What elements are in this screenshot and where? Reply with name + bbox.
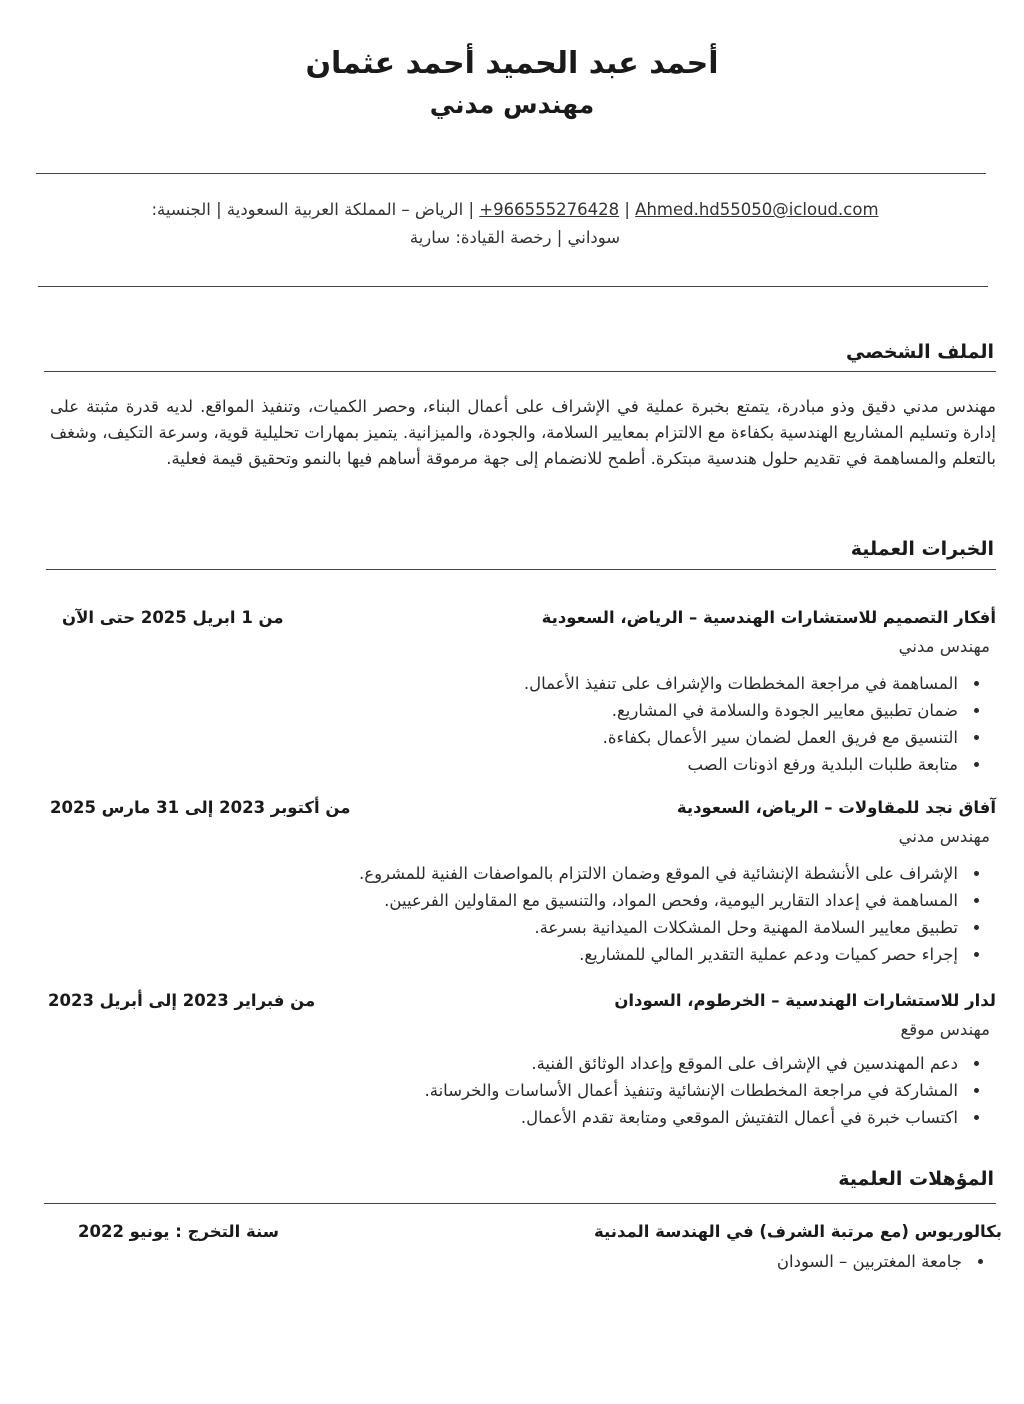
list-item: • اكتساب خبرة في أعمال التفتيش الموقعي ومتابعة تقدم الأعمال. — [425, 1104, 963, 1131]
email-link[interactable]: Ahmed.hd55050@icloud.com — [635, 200, 879, 219]
profile-heading: الملف الشخصي — [845, 341, 994, 363]
contact-separator: | — [216, 200, 222, 219]
driving-license: رخصة القيادة: سارية — [409, 228, 552, 247]
job-role: مهندس مدني — [898, 637, 990, 656]
job-date: من 1 ابريل 2025 حتى الآن — [62, 608, 284, 627]
job-responsibilities — [524, 670, 988, 778]
list-item: • المساهمة في إعداد التقارير اليومية، وفحص المواد، والتنسيق مع المقاولين الفرعيين. — [359, 887, 962, 914]
nationality-label: الجنسية: — [151, 200, 211, 219]
list-item: • ضمان تطبيق معايير الجودة والسلامة في المشاريع. — [524, 697, 962, 724]
list-item: • المشاركة في مراجعة المخططات الإنشائية وتنفيذ أعمال الأساسات والخرسانة. — [425, 1077, 963, 1104]
experience-divider — [46, 569, 996, 570]
list-item: • جامعة المغتربين – السودان — [777, 1248, 966, 1275]
contact-line-1 — [100, 196, 930, 224]
experience-heading: الخبرات العملية — [850, 538, 994, 560]
candidate-title: مهندس مدني — [429, 90, 595, 119]
job-responsibilities — [359, 860, 988, 968]
degree-title: بكالوريوس (مع مرتبة الشرف) في الهندسة المدنية — [594, 1222, 1002, 1241]
list-item: • الإشراف على الأنشطة الإنشائية في الموقع وضمان الالتزام بالمواصفات الفنية للمشروع. — [359, 860, 962, 887]
profile-divider — [44, 371, 996, 372]
contact-separator: | — [468, 200, 475, 219]
nationality-value: سوداني — [567, 228, 621, 247]
education-divider — [44, 1203, 996, 1204]
list-item: • المساهمة في مراجعة المخططات والإشراف على تنفيذ الأعمال. — [524, 670, 962, 697]
profile-text: مهندس مدني دقيق وذو مبادرة، يتمتع بخبرة عملية في الإشراف على أعمال البناء، وحصر الكميات، وتنفيذ المواقع. لديه قدرة مثبتة على إدارة وتسليم المشاريع الهندسية بكفاءة مع الالتزام بمعايير السلامة، والجودة، والميزانية. يتميز بمهارات تحليلية قوية، وسرعة التكيف، وشغف بالتعلم والمساهمة في تقديم حلول هندسية مبتكرة. أطمح للانضمام إلى جهة مرموقة أساهم فيها بالنمو وتحقيق قيمة فعلية. — [50, 397, 996, 468]
contact-separator: | — [624, 200, 630, 219]
job-date: من أكتوبر 2023 إلى 31 مارس 2025 — [50, 798, 351, 817]
phone-link[interactable]: +966555276428 — [479, 200, 620, 219]
graduation-date: سنة التخرج : يونيو 2022 — [78, 1222, 279, 1241]
header-divider-top — [36, 173, 986, 174]
education-details — [777, 1248, 992, 1275]
header-divider-bottom — [38, 286, 988, 287]
job-role: مهندس مدني — [898, 827, 990, 846]
contact-line-2 — [100, 224, 930, 252]
list-item: • دعم المهندسين في الإشراف على الموقع وإعداد الوثائق الفنية. — [425, 1050, 963, 1077]
contact-info — [100, 196, 930, 252]
education-heading: المؤهلات العلمية — [838, 1168, 994, 1190]
job-role: مهندس موقع — [900, 1020, 990, 1039]
job-company: آفاق نجد للمقاولات – الرياض، السعودية — [676, 798, 996, 817]
list-item: • التنسيق مع فريق العمل لضمان سير الأعمال بكفاءة. — [524, 724, 962, 751]
job-date: من فبراير 2023 إلى أبريل 2023 — [48, 991, 316, 1010]
job-company: لدار للاستشارات الهندسية – الخرطوم، السودان — [614, 991, 996, 1010]
list-item: • متابعة طلبات البلدية ورفع اذونات الصب — [524, 751, 962, 778]
job-responsibilities — [425, 1050, 989, 1131]
list-item: • تطبيق معايير السلامة المهنية وحل المشكلات الميدانية بسرعة. — [359, 914, 962, 941]
job-company: أفكار التصميم للاستشارات الهندسية – الرياض، السعودية — [541, 608, 996, 627]
location: الرياض – المملكة العربية السعودية — [226, 200, 464, 219]
contact-separator: | — [556, 228, 563, 247]
candidate-name: أحمد عبد الحميد أحمد عثمان — [305, 46, 719, 81]
list-item: • إجراء حصر كميات ودعم عملية التقدير المالي للمشاريع. — [359, 941, 962, 968]
